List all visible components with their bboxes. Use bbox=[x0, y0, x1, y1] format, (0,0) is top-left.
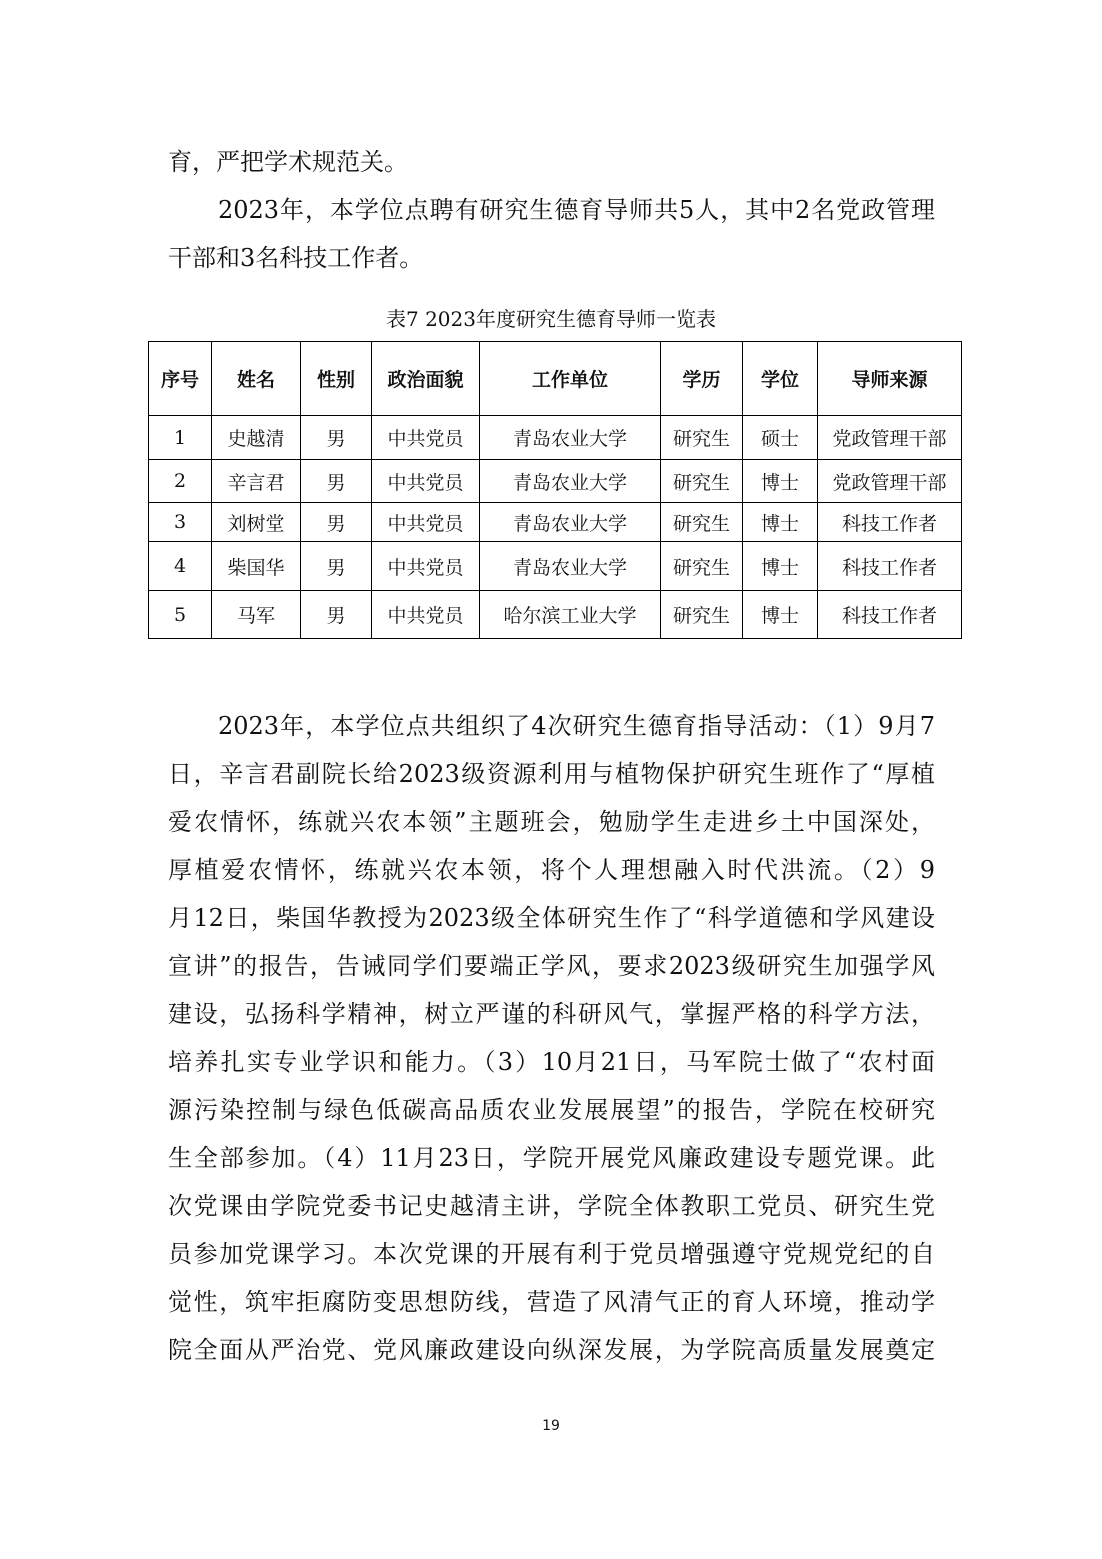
text-line: 建设，弘扬科学精神，树立严谨的科研风气，掌握严格的科学方法， bbox=[168, 1000, 935, 1028]
table-cell: 刘树堂 bbox=[212, 503, 301, 542]
table-cell: 科技工作者 bbox=[818, 591, 962, 639]
text-line: 宣讲”的报告，告诫同学们要端正学风，要求2023级研究生加强学风 bbox=[168, 952, 935, 980]
table-cell: 中共党员 bbox=[372, 416, 480, 460]
table-cell: 青岛农业大学 bbox=[480, 460, 661, 503]
text-line: 2023年，本学位点共组织了4次研究生德育指导活动：（1）9月7 bbox=[218, 712, 935, 740]
table-cell: 科技工作者 bbox=[818, 503, 962, 542]
text-line: 厚植爱农情怀，练就兴农本领，将个人理想融入时代洪流。（2）9 bbox=[168, 856, 935, 884]
text-line: 觉性，筑牢拒腐防变思想防线，营造了风清气正的育人环境，推动学 bbox=[168, 1288, 935, 1316]
table-cell: 男 bbox=[301, 460, 372, 503]
table-cell: 党政管理干部 bbox=[818, 416, 962, 460]
table-cell: 青岛农业大学 bbox=[480, 416, 661, 460]
table-cell: 2 bbox=[149, 460, 212, 503]
table-row bbox=[149, 503, 962, 542]
table-cell: 男 bbox=[301, 503, 372, 542]
table-cell: 中共党员 bbox=[372, 542, 480, 591]
table-cell: 男 bbox=[301, 591, 372, 639]
table-cell: 辛言君 bbox=[212, 460, 301, 503]
column-header: 工作单位 bbox=[480, 342, 661, 416]
table-cell: 博士 bbox=[743, 503, 818, 542]
column-header: 姓名 bbox=[212, 342, 301, 416]
table-cell: 中共党员 bbox=[372, 503, 480, 542]
text-line: 爱农情怀，练就兴农本领”主题班会，勉励学生走进乡土中国深处， bbox=[168, 808, 935, 836]
table-row bbox=[149, 416, 962, 460]
table-cell: 硕士 bbox=[743, 416, 818, 460]
table-cell: 博士 bbox=[743, 591, 818, 639]
table-cell: 研究生 bbox=[661, 416, 743, 460]
table-cell: 中共党员 bbox=[372, 460, 480, 503]
table-cell: 5 bbox=[149, 591, 212, 639]
table-cell: 男 bbox=[301, 542, 372, 591]
text-line: 院全面从严治党、党风廉政建设向纵深发展，为学院高质量发展奠定 bbox=[168, 1336, 935, 1364]
table-cell: 3 bbox=[149, 503, 212, 542]
table-cell: 史越清 bbox=[212, 416, 301, 460]
text-line: 月12日，柴国华教授为2023级全体研究生作了“科学道德和学风建设 bbox=[168, 904, 935, 932]
table-cell: 马军 bbox=[212, 591, 301, 639]
text-line: 育，严把学术规范关。 bbox=[168, 148, 408, 176]
text-line: 源污染控制与绿色低碳高品质农业发展展望”的报告，学院在校研究 bbox=[168, 1096, 935, 1124]
text-line: 生全部参加。（4）11月23日，学院开展党风廉政建设专题党课。此 bbox=[168, 1144, 935, 1172]
text-line: 员参加党课学习。本次党课的开展有利于党员增强遵守党规党纪的自 bbox=[168, 1240, 935, 1268]
text-line: 次党课由学院党委书记史越清主讲，学院全体教职工党员、研究生党 bbox=[168, 1192, 935, 1220]
column-header: 学历 bbox=[661, 342, 743, 416]
text-line: 2023年，本学位点聘有研究生德育导师共5人，其中2名党政管理 bbox=[218, 196, 935, 224]
text-line: 日，辛言君副院长给2023级资源利用与植物保护研究生班作了“厚植 bbox=[168, 760, 935, 788]
table-cell: 哈尔滨工业大学 bbox=[480, 591, 661, 639]
table-cell: 青岛农业大学 bbox=[480, 503, 661, 542]
table-cell: 博士 bbox=[743, 460, 818, 503]
column-header: 序号 bbox=[149, 342, 212, 416]
mentor-table bbox=[148, 341, 962, 639]
text-line: 培养扎实专业学识和能力。（3）10月21日，马军院士做了“农村面 bbox=[168, 1048, 935, 1076]
column-header: 性别 bbox=[301, 342, 372, 416]
table-row bbox=[149, 460, 962, 503]
table-cell: 中共党员 bbox=[372, 591, 480, 639]
table-cell: 研究生 bbox=[661, 542, 743, 591]
text-line: 干部和3名科技工作者。 bbox=[168, 244, 424, 272]
table-cell: 柴国华 bbox=[212, 542, 301, 591]
table-cell: 男 bbox=[301, 416, 372, 460]
table-cell: 青岛农业大学 bbox=[480, 542, 661, 591]
table-row bbox=[149, 591, 962, 639]
column-header: 导师来源 bbox=[818, 342, 962, 416]
table-row bbox=[149, 542, 962, 591]
table-cell: 1 bbox=[149, 416, 212, 460]
table-cell: 研究生 bbox=[661, 591, 743, 639]
table-cell: 科技工作者 bbox=[818, 542, 962, 591]
page-number: 19 bbox=[542, 1418, 560, 1434]
table-header-row bbox=[149, 342, 962, 416]
table-cell: 研究生 bbox=[661, 503, 743, 542]
table-cell: 4 bbox=[149, 542, 212, 591]
table-cell: 党政管理干部 bbox=[818, 460, 962, 503]
column-header: 政治面貌 bbox=[372, 342, 480, 416]
table-cell: 研究生 bbox=[661, 460, 743, 503]
column-header: 学位 bbox=[743, 342, 818, 416]
table-caption: 表7 2023年度研究生德育导师一览表 bbox=[386, 307, 716, 331]
table-cell: 博士 bbox=[743, 542, 818, 591]
